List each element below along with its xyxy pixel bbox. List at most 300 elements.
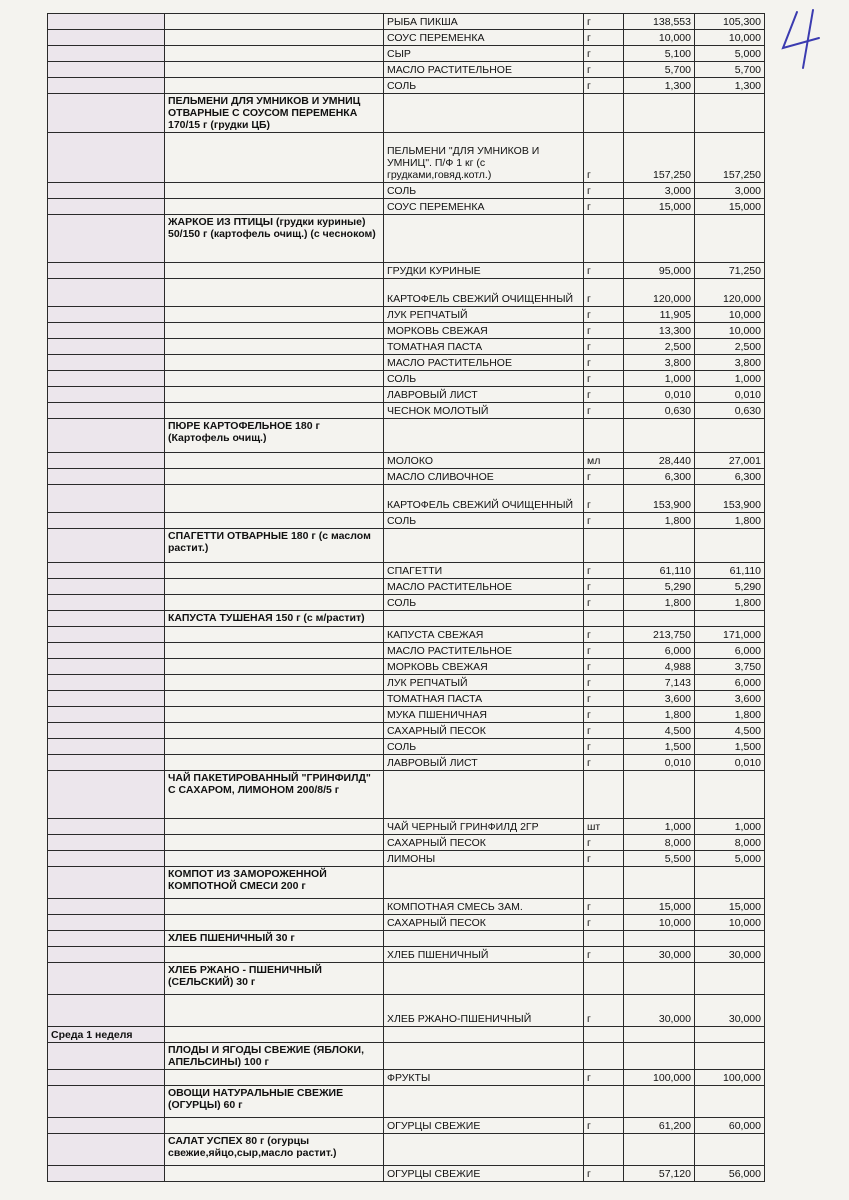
dish-cell xyxy=(165,691,384,707)
gross-cell: 1,500 xyxy=(624,739,695,755)
dish-cell xyxy=(165,323,384,339)
day-cell xyxy=(48,1134,165,1166)
dish-row xyxy=(48,1086,765,1118)
gross-cell: 2,500 xyxy=(624,339,695,355)
ingredient-cell xyxy=(384,611,584,627)
unit-cell: г xyxy=(584,643,624,659)
dish-cell xyxy=(165,995,384,1027)
ingredient-cell: САХАРНЫЙ ПЕСОК xyxy=(384,835,584,851)
unit-cell: г xyxy=(584,691,624,707)
gross-cell: 6,300 xyxy=(624,469,695,485)
gross-cell: 30,000 xyxy=(624,947,695,963)
net-cell: 1,000 xyxy=(695,371,765,387)
day-cell xyxy=(48,279,165,307)
day-cell xyxy=(48,627,165,643)
gross-cell: 1,000 xyxy=(624,371,695,387)
gross-cell: 57,120 xyxy=(624,1166,695,1182)
ingredient-row xyxy=(48,263,765,279)
dish-row xyxy=(48,963,765,995)
ingredient-cell xyxy=(384,963,584,995)
unit-cell: г xyxy=(584,755,624,771)
net-cell: 5,700 xyxy=(695,62,765,78)
ingredient-row xyxy=(48,627,765,643)
net-cell: 15,000 xyxy=(695,199,765,215)
net-cell: 0,010 xyxy=(695,755,765,771)
ingredient-row xyxy=(48,513,765,529)
day-cell xyxy=(48,355,165,371)
net-cell: 6,300 xyxy=(695,469,765,485)
gross-cell: 30,000 xyxy=(624,995,695,1027)
gross-cell: 11,905 xyxy=(624,307,695,323)
ingredient-cell: ПЕЛЬМЕНИ "ДЛЯ УМНИКОВ И УМНИЦ". П/Ф 1 кг (с грудками,говяд.котл.) xyxy=(384,133,584,183)
ingredient-cell: СОЛЬ xyxy=(384,371,584,387)
net-cell: 1,300 xyxy=(695,78,765,94)
day-cell xyxy=(48,183,165,199)
ingredient-row xyxy=(48,46,765,62)
gross-cell: 0,010 xyxy=(624,387,695,403)
net-cell: 105,300 xyxy=(695,14,765,30)
dish-cell xyxy=(165,1027,384,1043)
gross-cell: 153,900 xyxy=(624,485,695,513)
unit-cell: г xyxy=(584,995,624,1027)
day-cell xyxy=(48,963,165,995)
gross-cell: 61,110 xyxy=(624,563,695,579)
gross-cell xyxy=(624,771,695,819)
ingredient-cell: ХЛЕБ ПШЕНИЧНЫЙ xyxy=(384,947,584,963)
net-cell: 3,600 xyxy=(695,691,765,707)
ingredient-cell xyxy=(384,419,584,453)
day-cell xyxy=(48,199,165,215)
net-cell: 171,000 xyxy=(695,627,765,643)
ingredient-row xyxy=(48,947,765,963)
gross-cell: 5,700 xyxy=(624,62,695,78)
gross-cell xyxy=(624,1043,695,1070)
day-cell xyxy=(48,867,165,899)
dish-row xyxy=(48,1043,765,1070)
unit-cell: г xyxy=(584,323,624,339)
dish-row xyxy=(48,94,765,133)
day-cell xyxy=(48,215,165,263)
day-cell xyxy=(48,915,165,931)
dish-cell: САЛАТ УСПЕХ 80 г (огурцы свежие,яйцо,сыр,масло растит.) xyxy=(165,1134,384,1166)
dish-row xyxy=(48,771,765,819)
ingredient-cell: ЛУК РЕПЧАТЫЙ xyxy=(384,307,584,323)
ingredient-cell xyxy=(384,94,584,133)
net-cell: 30,000 xyxy=(695,947,765,963)
unit-cell: г xyxy=(584,1166,624,1182)
dish-row xyxy=(48,419,765,453)
day-cell xyxy=(48,739,165,755)
unit-cell: мл xyxy=(584,453,624,469)
net-cell: 5,000 xyxy=(695,851,765,867)
unit-cell xyxy=(584,1086,624,1118)
day-cell xyxy=(48,78,165,94)
ingredient-cell: ЛУК РЕПЧАТЫЙ xyxy=(384,675,584,691)
dish-cell xyxy=(165,387,384,403)
day-cell xyxy=(48,995,165,1027)
ingredient-cell: ЛИМОНЫ xyxy=(384,851,584,867)
gross-cell: 5,290 xyxy=(624,579,695,595)
gross-cell: 8,000 xyxy=(624,835,695,851)
unit-cell xyxy=(584,419,624,453)
net-cell: 3,000 xyxy=(695,183,765,199)
ingredient-cell: САХАРНЫЙ ПЕСОК xyxy=(384,723,584,739)
net-cell: 61,110 xyxy=(695,563,765,579)
dish-cell xyxy=(165,739,384,755)
unit-cell xyxy=(584,963,624,995)
gross-cell: 0,630 xyxy=(624,403,695,419)
day-cell xyxy=(48,30,165,46)
gross-cell: 7,143 xyxy=(624,675,695,691)
net-cell: 27,001 xyxy=(695,453,765,469)
unit-cell: шт xyxy=(584,819,624,835)
ingredient-cell: СЫР xyxy=(384,46,584,62)
dish-cell xyxy=(165,915,384,931)
dish-cell: КОМПОТ ИЗ ЗАМОРОЖЕННОЙ КОМПОТНОЙ СМЕСИ 200 г xyxy=(165,867,384,899)
gross-cell: 1,800 xyxy=(624,513,695,529)
gross-cell xyxy=(624,1134,695,1166)
gross-cell: 5,100 xyxy=(624,46,695,62)
ingredient-cell: ЧАЙ ЧЕРНЫЙ ГРИНФИЛД 2ГР xyxy=(384,819,584,835)
ingredient-row xyxy=(48,339,765,355)
gross-cell xyxy=(624,963,695,995)
gross-cell: 6,000 xyxy=(624,643,695,659)
ingredient-row xyxy=(48,62,765,78)
gross-cell: 3,800 xyxy=(624,355,695,371)
dish-cell xyxy=(165,1166,384,1182)
unit-cell: г xyxy=(584,469,624,485)
ingredient-row xyxy=(48,995,765,1027)
day-cell: Среда 1 неделя xyxy=(48,1027,165,1043)
unit-cell: г xyxy=(584,30,624,46)
ingredient-row xyxy=(48,707,765,723)
dish-cell: ОВОЩИ НАТУРАЛЬНЫЕ СВЕЖИЕ (ОГУРЦЫ) 60 г xyxy=(165,1086,384,1118)
net-cell: 1,500 xyxy=(695,739,765,755)
gross-cell: 1,300 xyxy=(624,78,695,94)
gross-cell: 1,000 xyxy=(624,819,695,835)
ingredient-row xyxy=(48,1070,765,1086)
dish-cell: СПАГЕТТИ ОТВАРНЫЕ 180 г (с маслом растит.) xyxy=(165,529,384,563)
dish-row xyxy=(48,1134,765,1166)
ingredient-cell: ЧЕСНОК МОЛОТЫЙ xyxy=(384,403,584,419)
dish-cell xyxy=(165,819,384,835)
unit-cell: г xyxy=(584,279,624,307)
gross-cell: 3,000 xyxy=(624,183,695,199)
ingredient-cell: СПАГЕТТИ xyxy=(384,563,584,579)
ingredient-cell: СОЛЬ xyxy=(384,595,584,611)
unit-cell: г xyxy=(584,485,624,513)
day-cell xyxy=(48,931,165,947)
net-cell: 2,500 xyxy=(695,339,765,355)
net-cell: 8,000 xyxy=(695,835,765,851)
ingredient-cell: ГРУДКИ КУРИНЫЕ xyxy=(384,263,584,279)
gross-cell: 213,750 xyxy=(624,627,695,643)
net-cell: 71,250 xyxy=(695,263,765,279)
unit-cell: г xyxy=(584,1070,624,1086)
dish-row xyxy=(48,611,765,627)
dish-cell xyxy=(165,339,384,355)
day-cell xyxy=(48,94,165,133)
ingredient-row xyxy=(48,1118,765,1134)
dish-cell xyxy=(165,469,384,485)
ingredient-row xyxy=(48,14,765,30)
net-cell xyxy=(695,529,765,563)
ingredient-cell: ХЛЕБ РЖАНО-ПШЕНИЧНЫЙ xyxy=(384,995,584,1027)
day-cell xyxy=(48,947,165,963)
unit-cell: г xyxy=(584,513,624,529)
net-cell: 3,800 xyxy=(695,355,765,371)
unit-cell: г xyxy=(584,595,624,611)
ingredient-cell: САХАРНЫЙ ПЕСОК xyxy=(384,915,584,931)
gross-cell xyxy=(624,931,695,947)
gross-cell: 4,988 xyxy=(624,659,695,675)
unit-cell: г xyxy=(584,915,624,931)
gross-cell: 10,000 xyxy=(624,30,695,46)
ingredient-row xyxy=(48,183,765,199)
day-cell xyxy=(48,469,165,485)
unit-cell xyxy=(584,1134,624,1166)
unit-cell xyxy=(584,771,624,819)
day-cell xyxy=(48,563,165,579)
unit-cell xyxy=(584,1027,624,1043)
dish-cell xyxy=(165,835,384,851)
net-cell: 4,500 xyxy=(695,723,765,739)
net-cell: 6,000 xyxy=(695,675,765,691)
ingredient-row xyxy=(48,279,765,307)
unit-cell xyxy=(584,611,624,627)
unit-cell: г xyxy=(584,307,624,323)
gross-cell xyxy=(624,1027,695,1043)
ingredient-cell: СОЛЬ xyxy=(384,513,584,529)
dish-cell: ЖАРКОЕ ИЗ ПТИЦЫ (грудки куриные) 50/150 г (картофель очищ.) (с чесноком) xyxy=(165,215,384,263)
net-cell: 10,000 xyxy=(695,323,765,339)
unit-cell xyxy=(584,94,624,133)
net-cell: 120,000 xyxy=(695,279,765,307)
net-cell: 3,750 xyxy=(695,659,765,675)
net-cell xyxy=(695,1134,765,1166)
day-row xyxy=(48,1027,765,1043)
unit-cell: г xyxy=(584,899,624,915)
unit-cell: г xyxy=(584,46,624,62)
dish-cell xyxy=(165,707,384,723)
dish-cell xyxy=(165,755,384,771)
gross-cell xyxy=(624,215,695,263)
unit-cell: г xyxy=(584,739,624,755)
day-cell xyxy=(48,46,165,62)
net-cell: 56,000 xyxy=(695,1166,765,1182)
ingredient-cell: СОУС ПЕРЕМЕНКА xyxy=(384,199,584,215)
net-cell: 10,000 xyxy=(695,915,765,931)
ingredient-row xyxy=(48,453,765,469)
ingredient-cell: КАРТОФЕЛЬ СВЕЖИЙ ОЧИЩЕННЫЙ xyxy=(384,279,584,307)
ingredient-row xyxy=(48,323,765,339)
dish-cell xyxy=(165,183,384,199)
unit-cell: г xyxy=(584,14,624,30)
net-cell: 60,000 xyxy=(695,1118,765,1134)
dish-cell xyxy=(165,62,384,78)
net-cell: 30,000 xyxy=(695,995,765,1027)
dish-cell xyxy=(165,14,384,30)
net-cell: 157,250 xyxy=(695,133,765,183)
day-cell xyxy=(48,371,165,387)
ingredient-cell xyxy=(384,771,584,819)
ingredient-cell: МАСЛО РАСТИТЕЛЬНОЕ xyxy=(384,355,584,371)
net-cell: 0,010 xyxy=(695,387,765,403)
day-cell xyxy=(48,513,165,529)
ingredient-cell: ТОМАТНАЯ ПАСТА xyxy=(384,691,584,707)
dish-cell xyxy=(165,723,384,739)
dish-row xyxy=(48,215,765,263)
gross-cell: 15,000 xyxy=(624,199,695,215)
dish-cell xyxy=(165,947,384,963)
net-cell: 6,000 xyxy=(695,643,765,659)
dish-cell xyxy=(165,851,384,867)
ingredient-cell: МОРКОВЬ СВЕЖАЯ xyxy=(384,323,584,339)
unit-cell: г xyxy=(584,707,624,723)
dish-cell: КАПУСТА ТУШЕНАЯ 150 г (с м/растит) xyxy=(165,611,384,627)
gross-cell: 100,000 xyxy=(624,1070,695,1086)
unit-cell: г xyxy=(584,183,624,199)
ingredient-cell: КОМПОТНАЯ СМЕСЬ ЗАМ. xyxy=(384,899,584,915)
net-cell xyxy=(695,931,765,947)
ingredient-row xyxy=(48,739,765,755)
ingredient-row xyxy=(48,643,765,659)
ingredient-cell xyxy=(384,1134,584,1166)
day-cell xyxy=(48,755,165,771)
unit-cell: г xyxy=(584,403,624,419)
ingredient-row xyxy=(48,691,765,707)
unit-cell: г xyxy=(584,78,624,94)
net-cell: 0,630 xyxy=(695,403,765,419)
ingredient-row xyxy=(48,355,765,371)
ingredient-row xyxy=(48,30,765,46)
handwritten-page-number xyxy=(775,8,825,70)
dish-cell: ПЕЛЬМЕНИ ДЛЯ УМНИКОВ И УМНИЦ ОТВАРНЫЕ С СОУСОМ ПЕРЕМЕНКА 170/15 г (грудки ЦБ) xyxy=(165,94,384,133)
dish-cell xyxy=(165,46,384,62)
unit-cell: г xyxy=(584,62,624,78)
gross-cell: 95,000 xyxy=(624,263,695,279)
dish-cell xyxy=(165,1070,384,1086)
net-cell: 153,900 xyxy=(695,485,765,513)
dish-cell xyxy=(165,78,384,94)
ingredient-cell: МАСЛО РАСТИТЕЛЬНОЕ xyxy=(384,643,584,659)
day-cell xyxy=(48,1070,165,1086)
gross-cell: 3,600 xyxy=(624,691,695,707)
unit-cell: г xyxy=(584,723,624,739)
dish-cell: ПЮРЕ КАРТОФЕЛЬНОЕ 180 г (Картофель очищ.) xyxy=(165,419,384,453)
day-cell xyxy=(48,819,165,835)
day-cell xyxy=(48,771,165,819)
unit-cell: г xyxy=(584,579,624,595)
day-cell xyxy=(48,659,165,675)
net-cell: 10,000 xyxy=(695,307,765,323)
unit-cell: г xyxy=(584,627,624,643)
ingredient-cell xyxy=(384,1027,584,1043)
dish-cell xyxy=(165,643,384,659)
gross-cell xyxy=(624,611,695,627)
day-cell xyxy=(48,851,165,867)
gross-cell: 28,440 xyxy=(624,453,695,469)
day-cell xyxy=(48,691,165,707)
gross-cell: 1,800 xyxy=(624,707,695,723)
gross-cell xyxy=(624,94,695,133)
ingredient-row xyxy=(48,851,765,867)
dish-cell xyxy=(165,579,384,595)
day-cell xyxy=(48,62,165,78)
ingredient-row xyxy=(48,755,765,771)
dish-row xyxy=(48,529,765,563)
dish-cell xyxy=(165,453,384,469)
day-cell xyxy=(48,707,165,723)
dish-cell: ХЛЕБ РЖАНО - ПШЕНИЧНЫЙ (СЕЛЬСКИЙ) 30 г xyxy=(165,963,384,995)
net-cell: 1,800 xyxy=(695,707,765,723)
ingredient-cell: ФРУКТЫ xyxy=(384,1070,584,1086)
net-cell: 10,000 xyxy=(695,30,765,46)
dish-cell xyxy=(165,595,384,611)
ingredient-cell: КАРТОФЕЛЬ СВЕЖИЙ ОЧИЩЕННЫЙ xyxy=(384,485,584,513)
ingredient-cell xyxy=(384,1043,584,1070)
ingredient-row xyxy=(48,485,765,513)
ingredient-row xyxy=(48,723,765,739)
ingredient-row xyxy=(48,371,765,387)
unit-cell: г xyxy=(584,371,624,387)
ingredient-cell: СОУС ПЕРЕМЕНКА xyxy=(384,30,584,46)
gross-cell: 157,250 xyxy=(624,133,695,183)
net-cell xyxy=(695,1027,765,1043)
dish-cell xyxy=(165,355,384,371)
day-cell xyxy=(48,323,165,339)
ingredient-row xyxy=(48,563,765,579)
ingredient-row xyxy=(48,595,765,611)
gross-cell xyxy=(624,419,695,453)
ingredient-cell: МУКА ПШЕНИЧНАЯ xyxy=(384,707,584,723)
net-cell: 5,000 xyxy=(695,46,765,62)
dish-cell: ПЛОДЫ И ЯГОДЫ СВЕЖИЕ (ЯБЛОКИ, АПЕЛЬСИНЫ) 100 г xyxy=(165,1043,384,1070)
net-cell: 1,800 xyxy=(695,513,765,529)
day-cell xyxy=(48,579,165,595)
ingredient-cell: МАСЛО РАСТИТЕЛЬНОЕ xyxy=(384,62,584,78)
ingredient-row xyxy=(48,899,765,915)
unit-cell xyxy=(584,931,624,947)
ingredient-cell: ОГУРЦЫ СВЕЖИЕ xyxy=(384,1118,584,1134)
day-cell xyxy=(48,529,165,563)
day-cell xyxy=(48,453,165,469)
unit-cell xyxy=(584,215,624,263)
gross-cell: 5,500 xyxy=(624,851,695,867)
ingredient-cell xyxy=(384,931,584,947)
gross-cell: 138,553 xyxy=(624,14,695,30)
ingredient-row xyxy=(48,659,765,675)
day-cell xyxy=(48,643,165,659)
unit-cell: г xyxy=(584,355,624,371)
gross-cell: 61,200 xyxy=(624,1118,695,1134)
ingredient-cell: ТОМАТНАЯ ПАСТА xyxy=(384,339,584,355)
ingredient-row xyxy=(48,133,765,183)
dish-cell xyxy=(165,307,384,323)
dish-row xyxy=(48,867,765,899)
net-cell xyxy=(695,867,765,899)
ingredient-cell: ОГУРЦЫ СВЕЖИЕ xyxy=(384,1166,584,1182)
net-cell xyxy=(695,419,765,453)
day-cell xyxy=(48,1118,165,1134)
ingredient-cell: СОЛЬ xyxy=(384,183,584,199)
gross-cell: 1,800 xyxy=(624,595,695,611)
ingredient-row xyxy=(48,675,765,691)
ingredient-cell xyxy=(384,215,584,263)
net-cell xyxy=(695,215,765,263)
day-cell xyxy=(48,899,165,915)
unit-cell: г xyxy=(584,133,624,183)
